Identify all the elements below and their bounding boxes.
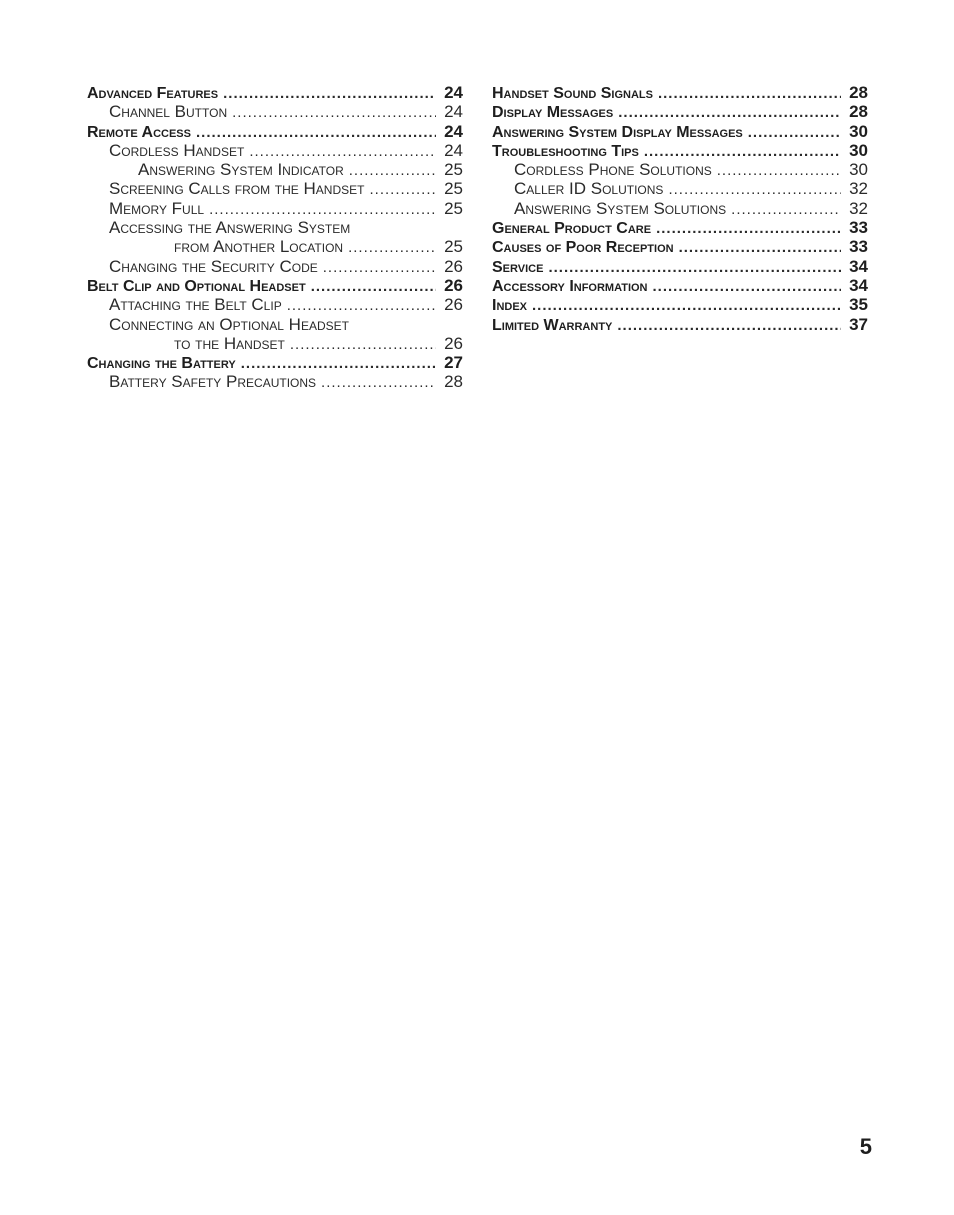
toc-entry-title: from Another Location (174, 237, 344, 257)
dot-leader (232, 103, 436, 122)
toc-entry[interactable] (87, 315, 463, 334)
dot-leader (656, 219, 841, 238)
toc-entry[interactable] (87, 257, 463, 276)
toc-entry[interactable] (492, 199, 868, 218)
toc-entry-page: 30 (849, 160, 868, 180)
dot-leader (618, 103, 841, 122)
dot-leader (321, 373, 436, 392)
toc-entry-title: Cordless Handset (109, 140, 245, 160)
toc-entry-page: 30 (849, 121, 868, 141)
toc-entry-title: General Product Care (492, 220, 652, 238)
toc-entry-title: Accessing the Answering System (109, 218, 351, 238)
toc-entry[interactable] (87, 141, 463, 160)
toc-entry-page: 34 (849, 275, 868, 295)
dot-leader (223, 84, 436, 103)
toc-entry-title: Answering System Display Messages (492, 123, 743, 141)
toc-entry-page: 32 (849, 179, 868, 199)
toc-entry-page: 26 (444, 256, 463, 276)
dot-leader (548, 258, 841, 277)
toc-entry-title: Cordless Phone Solutions (514, 160, 712, 180)
dot-leader (532, 296, 841, 315)
toc-entry-title: Service (492, 258, 544, 276)
toc-entry-page: 35 (849, 295, 868, 315)
toc-entry-page: 25 (444, 237, 463, 257)
toc-entry-title: Caller ID Solutions (514, 179, 664, 199)
toc-entry[interactable] (492, 276, 868, 295)
toc-entry[interactable] (87, 372, 463, 391)
toc-entry-page: 24 (444, 102, 463, 122)
toc-entry[interactable] (492, 179, 868, 198)
toc-entry[interactable] (492, 102, 868, 121)
toc-entry[interactable] (87, 122, 463, 141)
dot-leader (287, 296, 436, 315)
toc-entry-title: Remote Access (87, 123, 191, 141)
dot-leader (249, 142, 436, 161)
toc-entry-page: 27 (444, 353, 463, 373)
toc-entry-page: 33 (849, 237, 868, 257)
toc-entry-page: 32 (849, 198, 868, 218)
toc-entry-title: Accessory Information (492, 277, 648, 295)
toc-entry-page: 28 (444, 372, 463, 392)
dot-leader (348, 238, 436, 257)
toc-entry-title: Index (492, 297, 528, 315)
toc-entry-title: Display Messages (492, 104, 614, 122)
toc-entry[interactable] (492, 160, 868, 179)
toc-entry-page: 25 (444, 160, 463, 180)
toc-entry-page: 30 (849, 140, 868, 160)
dot-leader (209, 200, 436, 219)
dot-leader (653, 277, 841, 296)
toc-entry-title: Memory Full (109, 198, 205, 218)
toc-entry-page: 25 (444, 198, 463, 218)
dot-leader (290, 335, 436, 354)
toc-entry[interactable] (87, 295, 463, 314)
toc-entry-page: 24 (444, 121, 463, 141)
toc-entry-title: Attaching the Belt Clip (109, 295, 282, 315)
toc-entry-title: Answering System Indicator (138, 160, 344, 180)
dot-leader (731, 200, 841, 219)
toc-entry[interactable] (492, 257, 868, 276)
toc-entry[interactable] (492, 122, 868, 141)
toc-entry[interactable] (87, 160, 463, 179)
dot-leader (323, 258, 436, 277)
toc-entry-title: Handset Sound Signals (492, 85, 653, 102)
toc-entry[interactable] (492, 237, 868, 256)
toc-entry-page: 37 (849, 314, 868, 334)
toc-entry[interactable] (492, 295, 868, 314)
toc-entry[interactable] (492, 141, 868, 160)
toc-entry-page: 24 (444, 83, 463, 102)
toc-entry-title: Causes of Poor Reception (492, 239, 674, 257)
toc-entry-title: to the Handset (174, 333, 285, 353)
toc-entry-title: Connecting an Optional Headset (109, 314, 349, 334)
toc-entry-title: Changing the Security Code (109, 256, 318, 276)
page-number: 5 (859, 1134, 872, 1159)
toc-entry-title: Answering System Solutions (514, 198, 727, 218)
toc-entry[interactable] (87, 276, 463, 295)
toc-entry-page: 26 (444, 275, 463, 295)
toc-left-column (87, 83, 463, 392)
dot-leader (644, 142, 841, 161)
toc-entry-title: Channel Button (109, 102, 228, 122)
toc-entry[interactable] (87, 83, 463, 102)
toc-entry-page: 28 (849, 102, 868, 122)
toc-entry-title: Belt Clip and Optional Headset (87, 277, 306, 295)
dot-leader (196, 123, 436, 142)
toc-right-column (492, 83, 868, 334)
dot-leader (717, 161, 841, 180)
toc-entry-page: 25 (444, 179, 463, 199)
toc-entry[interactable] (87, 199, 463, 218)
toc-entry-page: 34 (849, 256, 868, 276)
toc-entry[interactable] (87, 102, 463, 121)
toc-entry-title: Screening Calls from the Handset (109, 179, 365, 199)
toc-entry[interactable] (87, 237, 463, 256)
toc-entry[interactable] (87, 179, 463, 198)
toc-entry-title: Troubleshooting Tips (492, 142, 639, 160)
toc-entry[interactable] (492, 83, 868, 102)
dot-leader (748, 123, 841, 142)
toc-entry-title: Advanced Features (87, 85, 219, 102)
toc-entry[interactable] (87, 353, 463, 372)
dot-leader (349, 161, 436, 180)
toc-entry[interactable] (87, 218, 463, 237)
dot-leader (311, 277, 436, 296)
toc-entry-page: 26 (444, 295, 463, 315)
toc-entry-page: 33 (849, 218, 868, 238)
toc-entry-title: Changing the Battery (87, 355, 236, 373)
dot-leader (679, 238, 841, 257)
dot-leader (658, 84, 841, 103)
toc-entry[interactable] (87, 334, 463, 353)
toc-entry-page: 26 (444, 333, 463, 353)
dot-leader (617, 316, 841, 335)
toc-entry-page: 28 (849, 83, 868, 102)
toc-entry-title: Limited Warranty (492, 316, 613, 334)
dot-leader (668, 180, 841, 199)
toc-entry-page: 24 (444, 140, 463, 160)
dot-leader (241, 354, 436, 373)
toc-entry[interactable] (492, 218, 868, 237)
toc-entry[interactable] (492, 315, 868, 334)
toc-entry-title: Battery Safety Precautions (109, 372, 317, 392)
dot-leader (369, 180, 436, 199)
